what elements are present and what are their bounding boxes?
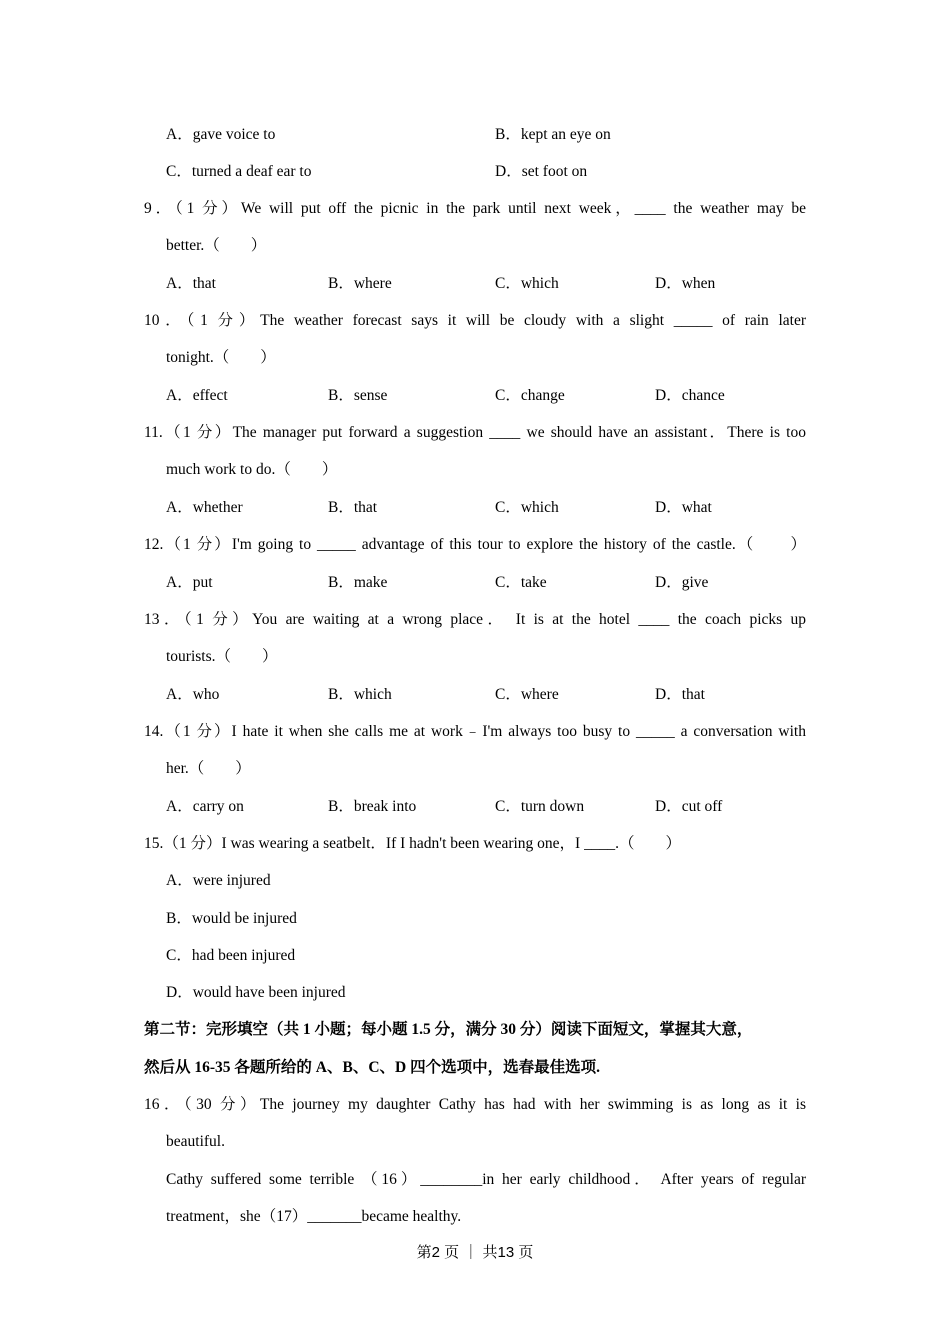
- q11-option-d: D．what: [655, 499, 712, 516]
- section-heading-row1: [0, 1019, 950, 1041]
- q8-options-row1: [0, 124, 950, 146]
- q12-option-a: A．put: [166, 574, 213, 591]
- section-heading-line1: 第二节：完形填空（共 1 小题；每小题 1.5 分，满分 30 分）阅读下面短文，掌握其大意，: [144, 1021, 753, 1038]
- q13-option-c: C．where: [495, 686, 559, 703]
- q11-stem: 11.（1 分）The manager put forward a suggestion ____ we should have an assistant．There is too: [144, 424, 806, 441]
- q15-option-c-row: [0, 945, 950, 967]
- q16-stem-line2: beautiful.: [166, 1133, 225, 1150]
- section-heading-line2: 然后从 16-35 各题所给的 A、B、C、D 四个选项中，选春最佳选项.: [144, 1059, 600, 1076]
- q11-stem-line2: much work to do.（ ）: [166, 461, 338, 478]
- q12-options: [0, 572, 950, 594]
- q11-options: [0, 497, 950, 519]
- q16-passage-line1: Cathy suffered some terrible （16）________in her early childhood． After years of regular: [166, 1171, 806, 1188]
- q14-option-d: D．cut off: [655, 798, 723, 815]
- q10-option-d: D．chance: [655, 387, 725, 404]
- q16-passage-row2: [0, 1206, 950, 1228]
- q15-stem-row: [0, 833, 950, 855]
- q8-options-row2: [0, 161, 950, 183]
- q9-option-d: D．when: [655, 275, 716, 292]
- q14-stem-line2: her.（ ）: [166, 760, 251, 777]
- q13-option-b: B．which: [328, 686, 392, 703]
- q15-option-d: D．would have been injured: [166, 984, 346, 1001]
- q10-option-b: B．sense: [328, 387, 388, 404]
- q8-option-a: A．gave voice to: [166, 126, 276, 143]
- q14-stem-cont: [0, 758, 950, 780]
- q12-option-b: B．make: [328, 574, 388, 591]
- q10-stem-cont: [0, 347, 950, 369]
- q8-option-d: D．set foot on: [495, 163, 588, 180]
- q16-stem-cont: [0, 1131, 950, 1153]
- q8-option-c: C．turned a deaf ear to: [166, 163, 312, 180]
- q16-passage-line2: treatment，she（17）_______became healthy.: [166, 1208, 462, 1225]
- q15-option-c: C．had been injured: [166, 947, 296, 964]
- q15-option-b: B．would be injured: [166, 910, 297, 927]
- q10-option-c: C．change: [495, 387, 565, 404]
- q13-option-d: D．that: [655, 686, 705, 703]
- q9-options: [0, 273, 950, 295]
- q15-option-d-row: [0, 982, 950, 1004]
- q15-option-a: A．were injured: [166, 872, 271, 889]
- q11-stem-cont: [0, 459, 950, 481]
- q12-option-d: D．give: [655, 574, 709, 591]
- q9-stem: 9．（1 分）We will put off the picnic in the park until next week，____ the weather may be: [144, 200, 806, 217]
- q13-option-a: A．who: [166, 686, 220, 703]
- q16-stem: 16．（30 分）The journey my daughter Cathy has had with her swimming is as long as it is: [144, 1096, 806, 1113]
- q8-option-b: B．kept an eye on: [495, 126, 611, 143]
- q13-stem: 13．（1 分）You are waiting at a wrong place． It is at the hotel ____ the coach picks up: [144, 611, 806, 628]
- section-heading-row2: [0, 1057, 950, 1079]
- q15-option-b-row: [0, 908, 950, 930]
- q12-stem: 12.（1 分）I'm going to _____ advantage of this tour to explore the history of the castle.（ ）: [144, 536, 806, 553]
- q15-option-a-row: [0, 870, 950, 892]
- q13-stem-line2: tourists.（ ）: [166, 648, 278, 665]
- q13-stem-cont: [0, 646, 950, 668]
- q9-option-c: C．which: [495, 275, 559, 292]
- q10-options: [0, 385, 950, 407]
- q11-option-c: C．which: [495, 499, 559, 516]
- q9-option-a: A．that: [166, 275, 216, 292]
- q15-stem: 15.（1 分）I was wearing a seatbelt．If I hadn't been wearing one，I ____.（ ）: [144, 835, 681, 852]
- q14-option-c: C．turn down: [495, 798, 585, 815]
- q9-stem-line2: better.（ ）: [166, 237, 267, 254]
- q10-option-a: A．effect: [166, 387, 228, 404]
- q11-option-b: B．that: [328, 499, 378, 516]
- q11-option-a: A．whether: [166, 499, 243, 516]
- q14-option-a: A．carry on: [166, 798, 244, 815]
- q10-stem: 10．（1 分）The weather forecast says it will be cloudy with a slight _____ of rain later: [144, 312, 806, 329]
- page-footer: 第2 页 ｜ 共13 页: [416, 1244, 534, 1261]
- q9-stem-cont: [0, 235, 950, 257]
- q14-options: [0, 796, 950, 818]
- q9-option-b: B．where: [328, 275, 392, 292]
- q13-options: [0, 684, 950, 706]
- q14-option-b: B．break into: [328, 798, 417, 815]
- q12-option-c: C．take: [495, 574, 547, 591]
- q10-stem-line2: tonight.（ ）: [166, 349, 276, 366]
- q14-stem: 14.（1 分）I hate it when she calls me at work﹣I'm always too busy to _____ a conversation with: [144, 723, 806, 740]
